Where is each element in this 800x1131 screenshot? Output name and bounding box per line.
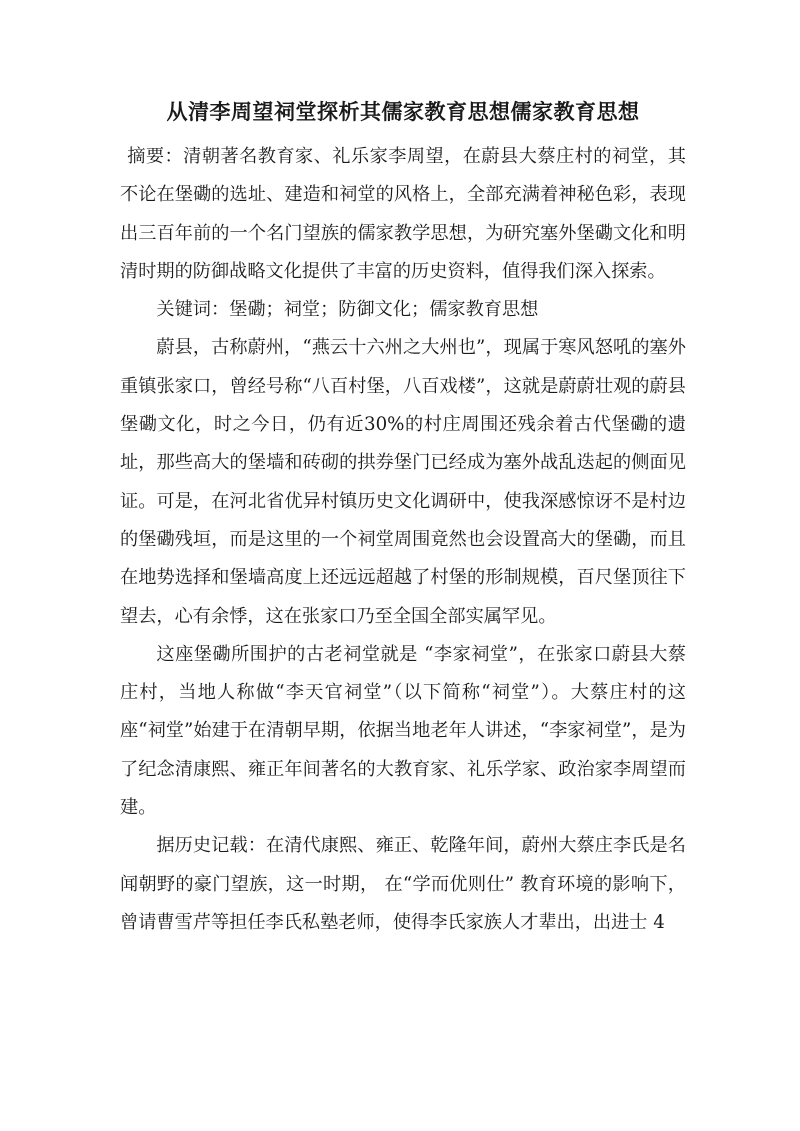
body-paragraph-3: 据历史记载：在清代康熙、雍正、乾隆年间，蔚州大蔡庄李氏是名闻朝野的豪门望族，这一时期， 在“学而优则仕” 教育环境的影响下，曾请曹雪芹等担任李氏私塾老师，使得李氏家族人才辈出，出进士 4	[120, 835, 686, 933]
abstract-paragraph: 摘要：清朝著名教育家、礼乐家李周望，在蔚县大蔡庄村的祠堂，其不论在堡磡的选址、建造和祠堂的风格上，全部充满着神秘色彩，表现出三百年前的一个名门望族的儒家教学思想，为研究塞外堡磡文化和明清时期的防御战略文化提供了丰富的历史资料，值得我们深入探索。	[120, 146, 686, 282]
body-paragraph-1: 蔚县，古称蔚州，“燕云十六州之大州也”，现属于寒风怒吼的塞外重镇张家口，曾经号称“八百村堡，八百戏楼”，这就是蔚蔚壮观的蔚县堡磡文化，时之今日，仍有近30%的村庄周围还残余着古代堡磡的遗址，那些高大的堡墙和砖砌的拱券堡门已经成为塞外战乱迭起的侧面见证。可是，在河北省优异村镇历史文化调研中，使我深感惊讶不是村边的堡磡残垣，而是这里的一个祠堂周围竟然也会设置高大的堡磡，而且在地势选择和堡墙高度上还远远超越了村堡的形制规模，百尺堡顶往下望去，心有余悸，这在张家口乃至全国全部实属罕见。	[120, 337, 686, 627]
keywords-line: 关键词：堡磡；祠堂；防御文化；儒家教育思想	[156, 299, 539, 321]
document-page	[120, 92, 686, 942]
document-title: 从清李周望祠堂探析其儒家教育思想儒家教育思想	[166, 100, 640, 124]
body-paragraph-2: 这座堡磡所围护的古老祠堂就是 “李家祠堂”，在张家口蔚县大蔡庄村，当地人称做“李天官祠堂”（以下简称“祠堂”）。大蔡庄村的这座“祠堂”始建于在清朝早期，依据当地老年人讲述，“李家祠堂”，是为了纪念清康熙、雍正年间著名的大教育家、礼乐学家、政治家李周望而建。	[120, 643, 686, 819]
